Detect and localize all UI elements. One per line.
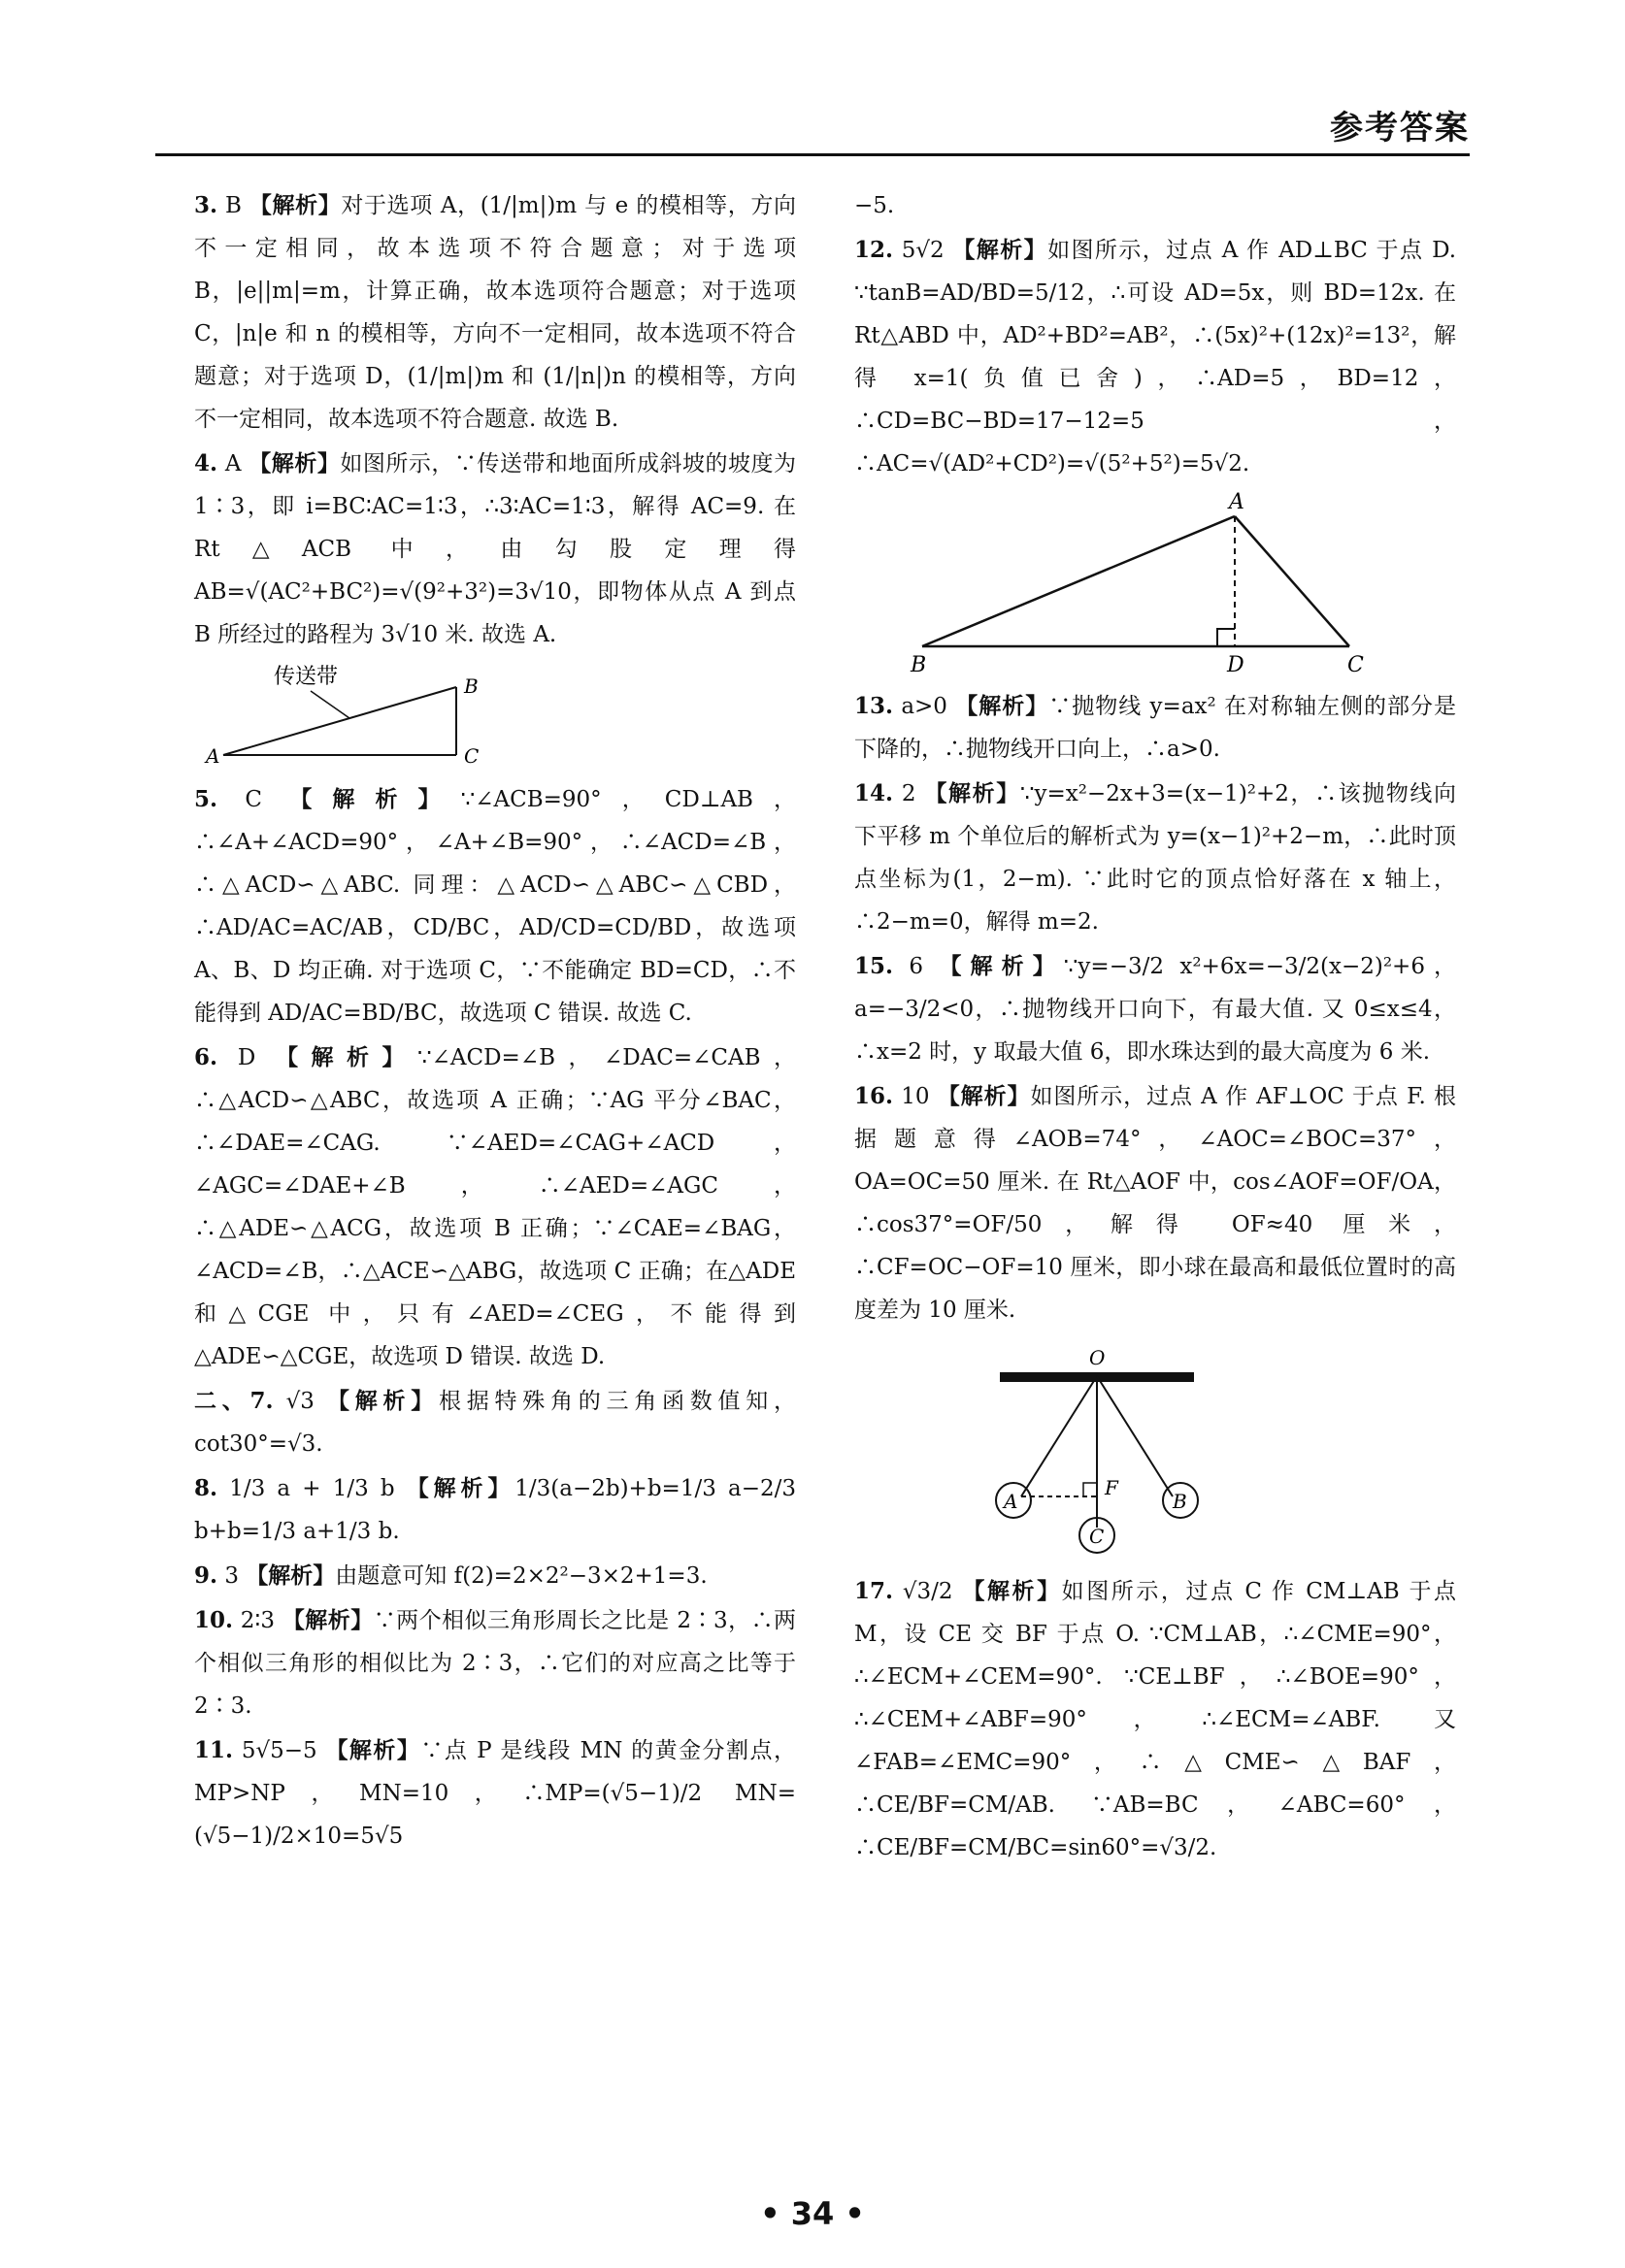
item-tag: 【解析】 <box>406 1475 515 1501</box>
answer-item-6 <box>194 1036 796 1378</box>
side-ac <box>1235 516 1349 646</box>
item-tag: 【解析】 <box>276 1044 417 1070</box>
label-c: C <box>1347 653 1364 675</box>
answer-item-9 <box>194 1555 796 1597</box>
item-text: 如图所示，∵传送带和地面所成斜坡的坡度为 1∶3，即 i=BC∶AC=1∶3，∴3∶AC=1∶3，解得 AC=9. 在 Rt△ACB 中，由勾股定理得 AB=√(AC²+BC²)=√(9²+3²)=3√10，即物体从点 A 到点 B 所经过的路程为 3√10 米. 故选 A. <box>194 451 797 647</box>
item-number: 11. <box>194 1737 234 1763</box>
page-header-title: 参考答案 <box>1330 109 1470 148</box>
item-text: 1/3(a−2b)+b=1/3 a−2/3 b+b=1/3 a+1/3 b. <box>194 1476 797 1544</box>
item-number: 14. <box>854 780 894 806</box>
label-f: F <box>1105 1476 1118 1499</box>
label-o: O <box>1089 1346 1106 1369</box>
label-d: D <box>1227 653 1244 675</box>
item-answer: B <box>224 193 242 218</box>
item-text: ∵y=−3/2 x²+6x=−3/2(x−2)²+6，a=−3/2<0，∴抛物线开口向下，有最大值. 又 0≤x≤4，∴x=2 时，y 取最大值 6，即水珠达到的最大高度为 6 米. <box>854 954 1457 1065</box>
item-answer: 2∶3 <box>240 1608 276 1633</box>
item-text: ∵∠ACD=∠B，∠DAC=∠CAB，∴△ACD∽△ABC，故选项 A 正确；∵AG 平分∠BAC，∴∠DAE=∠CAG. ∵∠AED=∠CAG+∠ACD，∠AGC=∠DAE+∠B，∴∠AED=∠AGC，∴△ADE∽△ACG，故选项 B 正确；∵∠CAE=∠BAG，∠ACD=∠B，∴△ACE∽△ABG，故选项 C 正确；在△ADE 和△CGE 中，只有∠AED=∠CEG，不能得到△ADE∽△CGE，故选项 D 错误. 故选 D. <box>194 1045 797 1369</box>
item-answer: 1/3 a + 1/3 b <box>229 1476 395 1501</box>
item-answer: a>0 <box>901 694 947 719</box>
label-a: A <box>1004 1490 1018 1513</box>
answer-item-13 <box>854 685 1456 771</box>
conveyor-slope <box>223 687 456 755</box>
item-text: 由题意可知 f(2)=2×2²−3×2+1=3. <box>335 1563 708 1589</box>
label-b: B <box>911 653 927 675</box>
item-tag: 【解析】 <box>952 237 1048 263</box>
item-answer: 5√2 <box>901 238 945 263</box>
answer-item-17 <box>854 1570 1456 1869</box>
item-text: ∵y=x²−2x+3=(x−1)²+2，∴该抛物线向下平移 m 个单位后的解析式为 y=(x−1)²+2−m，∴此时顶点坐标为(1，2−m). ∵此时它的顶点恰好落在 x 轴上，∴2−m=0，解得 m=2. <box>854 781 1457 935</box>
item-number: 二、7. <box>194 1388 274 1414</box>
item-tag: 【解析】 <box>246 1562 336 1589</box>
pendulum-figure <box>854 1337 1398 1561</box>
item-text: −5. <box>854 193 895 218</box>
point-c: C <box>464 744 480 768</box>
item-answer: 10 <box>901 1084 930 1109</box>
answer-item-14 <box>854 772 1456 943</box>
answer-item-7 <box>194 1380 796 1465</box>
item-answer: √3/2 <box>902 1579 953 1604</box>
left-column <box>194 184 796 1859</box>
label-b: B <box>1173 1490 1187 1513</box>
string-oa <box>1021 1376 1097 1496</box>
item-tag: 【解析】 <box>937 1083 1031 1109</box>
item-text: 如图所示，过点 C 作 CM⊥AB 于点 M，设 CE 交 BF 于点 O. ∵CM⊥AB，∴∠CME=90°，∴∠ECM+∠CEM=90°. ∵CE⊥BF，∴∠BOE=90°，∴∠CEM+∠ABF=90°，∴∠ECM=∠ABF. 又∠FAB=∠EMC=90°，∴△CME∽△BAF，∴CE/BF=CM/AB. ∵AB=BC，∠ABC=60°，∴CE/BF=CM/BC=sin60°=√3/2. <box>854 1579 1457 1860</box>
item-tag: 【解析】 <box>249 450 341 477</box>
right-angle-mark <box>1217 629 1235 646</box>
item-text: ∵抛物线 y=ax² 在对称轴左侧的部分是下降的，∴抛物线开口向上，∴a>0. <box>854 694 1457 762</box>
item-number: 16. <box>854 1083 894 1109</box>
item-number: 8. <box>194 1475 218 1501</box>
item-number: 3. <box>194 192 218 218</box>
triangle-figure <box>854 491 1398 675</box>
answer-item-3 <box>194 184 796 441</box>
item-number: 5. <box>194 786 218 812</box>
item-text: 如图所示，过点 A 作 AF⊥OC 于点 F. 根据题意得∠AOB=74°，∠AOC=∠BOC=37°，OA=OC=50 厘米. 在 Rt△AOF 中，cos∠AOF=OF/OA，∴cos37°=OF/50，解得 OF≈40 厘米，∴CF=OC−OF=10 厘米，即小球在最高和最低位置时的高度差为 10 厘米. <box>854 1084 1456 1323</box>
item-tag: 【解析】 <box>289 786 461 812</box>
item-answer: D <box>237 1045 256 1070</box>
item-answer: A <box>224 451 242 477</box>
item-answer: √3 <box>285 1389 315 1414</box>
item-tag: 【解析】 <box>955 693 1049 719</box>
item-number: 13. <box>854 693 894 719</box>
item-answer: 2 <box>901 781 916 806</box>
item-tag: 【解析】 <box>282 1607 374 1633</box>
item-text: ∵两个相似三角形周长之比是 2∶3，∴两个相似三角形的相似比为 2∶3，∴它们的对应高之比等于 2∶3. <box>194 1608 797 1719</box>
item-text: 如图所示，过点 A 作 AD⊥BC 于点 D. ∵tanB=AD/BD=5/12，∴可设 AD=5x，则 BD=12x. 在 Rt△ABD 中，AD²+BD²=AB²，∴(5x)²+(12x)²=13²，解得 x=1(负值已舍)，∴AD=5，BD=12，∴CD=BC−BD=17−12=5，∴AC=√(AD²+CD²)=√(5²+5²)=5√2. <box>854 238 1457 477</box>
answer-item-11-continued <box>854 184 1456 227</box>
item-answer: 3 <box>224 1563 239 1589</box>
right-angle-mark <box>1083 1483 1097 1496</box>
item-answer: 5√5−5 <box>241 1738 317 1763</box>
item-text: 根据特殊角的三角函数值知，cot30°=√3. <box>194 1389 797 1457</box>
item-tag: 【解析】 <box>924 780 1020 806</box>
label-a: A <box>1229 491 1244 514</box>
answer-item-16 <box>854 1075 1456 1331</box>
conveyor-figure <box>194 662 505 769</box>
page-number: • 34 • <box>760 2195 865 2232</box>
answer-item-4 <box>194 443 796 656</box>
item-number: 9. <box>194 1562 218 1589</box>
item-tag: 【解析】 <box>939 953 1064 979</box>
item-text: 对于选项 A，(1/|m|)m 与 e 的模相等，方向不一定相同，故本选项不符合题意；对于选项 B，|e||m|=m，计算正确，故本选项符合题意；对于选项 C，|n|e 和 n 的模相等，方向不一定相同，故本选项不符合题意；对于选项 D，(1/|m|)m 和 (1/|n|)n 的模相等，方向不一定相同，故本选项不符合题意. 故选 B. <box>194 193 797 432</box>
side-ab <box>922 516 1235 646</box>
item-text: ∵点 P 是线段 MN 的黄金分割点，MP>NP，MN=10，∴MP=(√5−1)/2 MN=(√5−1)/2×10=5√5 <box>194 1738 797 1849</box>
conveyor-pointer <box>311 691 349 718</box>
item-number: 4. <box>194 450 218 477</box>
item-number: 6. <box>194 1044 218 1070</box>
answer-item-15 <box>854 945 1456 1073</box>
label-c: C <box>1089 1525 1105 1548</box>
item-tag: 【解析】 <box>326 1388 439 1414</box>
item-number: 12. <box>854 237 894 263</box>
answer-item-8 <box>194 1467 796 1553</box>
item-answer: C <box>245 787 262 812</box>
item-number: 10. <box>194 1607 234 1633</box>
answer-item-10 <box>194 1599 796 1727</box>
item-answer: 6 <box>909 954 924 979</box>
answer-item-12 <box>854 229 1456 485</box>
conveyor-label: 传送带 <box>274 665 339 689</box>
item-tag: 【解析】 <box>962 1578 1062 1604</box>
point-a: A <box>206 744 220 768</box>
item-tag: 【解析】 <box>249 192 342 218</box>
item-number: 17. <box>854 1578 894 1604</box>
answer-item-5 <box>194 778 796 1035</box>
answer-item-11 <box>194 1729 796 1857</box>
header-rule <box>155 153 1470 156</box>
item-text: ∵∠ACB=90°，CD⊥AB，∴∠A+∠ACD=90°，∠A+∠B=90°，∴∠ACD=∠B，∴△ACD∽△ABC. 同理：△ACD∽△ABC∽△CBD，∴AD/AC=AC/AB，CD/BC，AD/CD=CD/BD，故选项 A、B、D 均正确. 对于选项 C，∵不能确定 BD=CD，∴不能得到 AD/AC=BD/BC，故选项 C 错误. 故选 C. <box>194 787 797 1026</box>
point-b: B <box>464 674 479 698</box>
right-column <box>854 184 1456 1871</box>
item-number: 15. <box>854 953 894 979</box>
item-tag: 【解析】 <box>325 1737 421 1763</box>
